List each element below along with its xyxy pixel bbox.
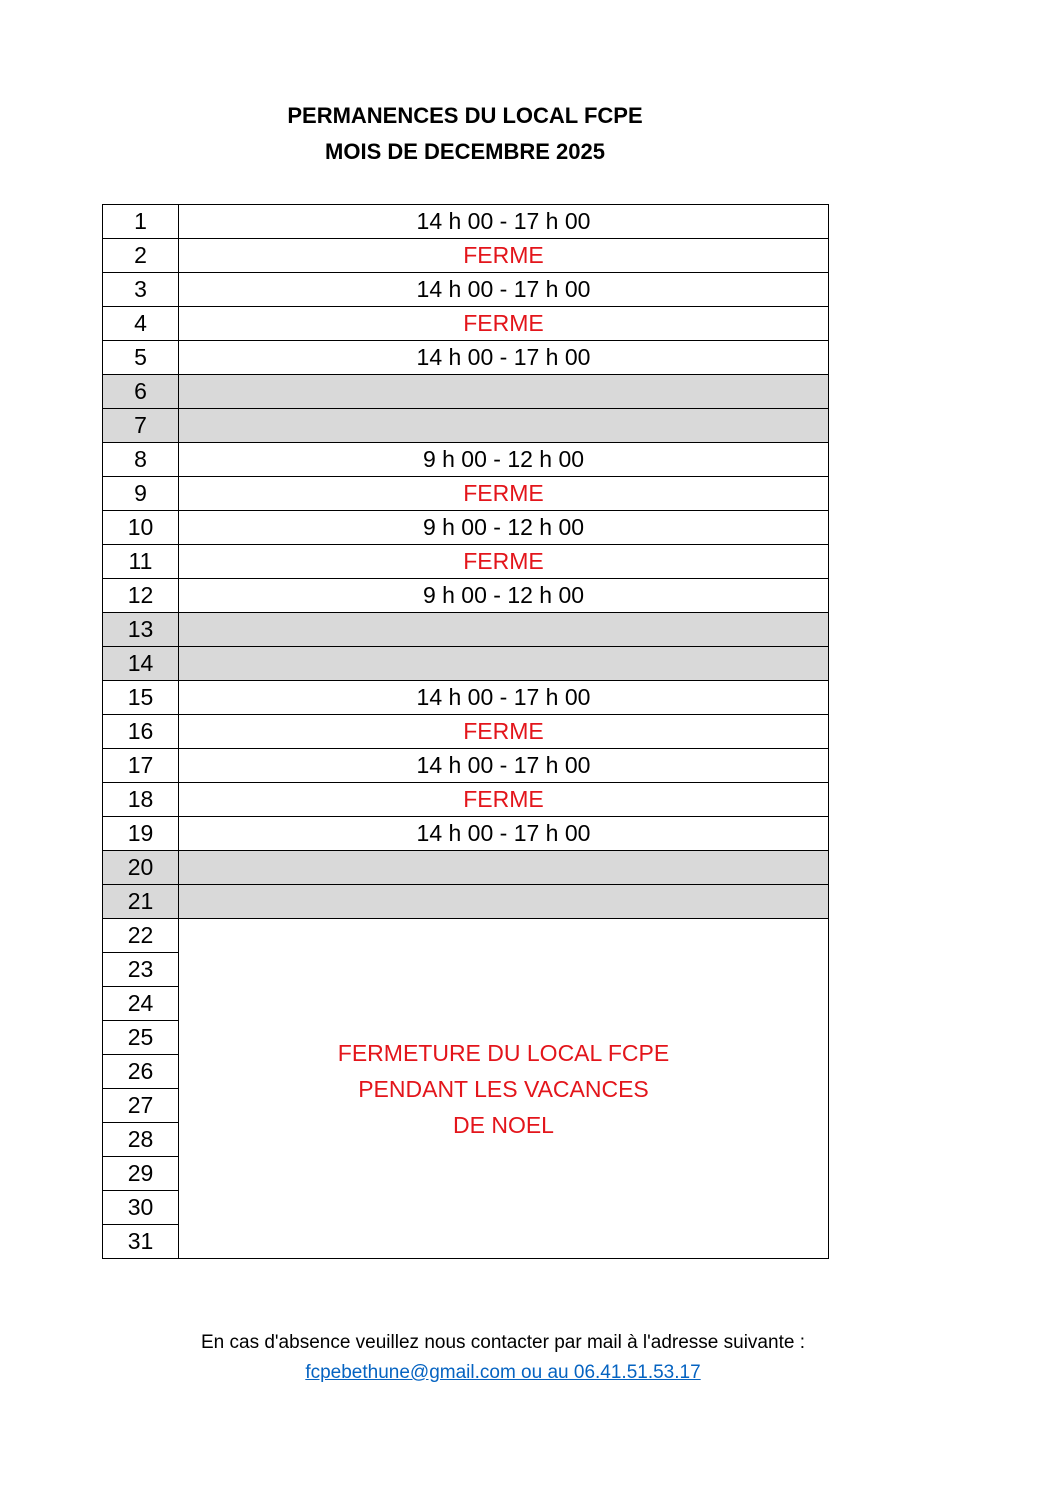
day-number: 29 [103, 1157, 179, 1191]
table-row [103, 273, 829, 307]
table-row [103, 579, 829, 613]
table-row [103, 851, 829, 885]
table-row [103, 715, 829, 749]
table-row [103, 409, 829, 443]
day-number: 2 [103, 239, 179, 273]
time-slot: 14 h 00 - 17 h 00 [179, 817, 829, 851]
time-slot [179, 375, 829, 409]
time-slot: 9 h 00 - 12 h 00 [179, 511, 829, 545]
table-row [103, 511, 829, 545]
time-slot [179, 885, 829, 919]
table-row [103, 375, 829, 409]
contact-text: En cas d'absence veuillez nous contacter par mail à l'adresse suivante : [201, 1332, 805, 1353]
time-slot: 9 h 00 - 12 h 00 [179, 579, 829, 613]
time-slot: FERME [179, 307, 829, 341]
day-number: 12 [103, 579, 179, 613]
contact-link[interactable]: fcpebethune@gmail.com ou au 06.41.51.53.17 [305, 1362, 701, 1383]
time-slot: 9 h 00 - 12 h 00 [179, 443, 829, 477]
day-number: 5 [103, 341, 179, 375]
day-number: 1 [103, 205, 179, 239]
table-row [103, 477, 829, 511]
day-number: 6 [103, 375, 179, 409]
day-number: 26 [103, 1055, 179, 1089]
table-row [103, 817, 829, 851]
table-row [103, 341, 829, 375]
day-number: 30 [103, 1191, 179, 1225]
day-number: 22 [103, 919, 179, 953]
day-number: 20 [103, 851, 179, 885]
day-number: 21 [103, 885, 179, 919]
time-slot: FERME [179, 477, 829, 511]
page-subtitle: MOIS DE DECEMBRE 2025 [325, 139, 605, 164]
holiday-notice-line2: PENDANT LES VACANCES [358, 1075, 649, 1102]
holiday-closure-notice [179, 919, 829, 1259]
day-number: 19 [103, 817, 179, 851]
day-number: 25 [103, 1021, 179, 1055]
table-row [103, 919, 829, 953]
day-number: 10 [103, 511, 179, 545]
holiday-notice-line1: FERMETURE DU LOCAL FCPE [337, 1039, 670, 1066]
time-slot [179, 613, 829, 647]
time-slot: FERME [179, 783, 829, 817]
table-row [103, 205, 829, 239]
page-title: PERMANENCES DU LOCAL FCPE [287, 103, 643, 128]
table-row [103, 749, 829, 783]
table-row [103, 443, 829, 477]
table-row [103, 307, 829, 341]
day-number: 18 [103, 783, 179, 817]
day-number: 7 [103, 409, 179, 443]
day-number: 24 [103, 987, 179, 1021]
time-slot [179, 409, 829, 443]
day-number: 11 [103, 545, 179, 579]
day-number: 31 [103, 1225, 179, 1259]
time-slot [179, 851, 829, 885]
day-number: 4 [103, 307, 179, 341]
day-number: 13 [103, 613, 179, 647]
table-row [103, 545, 829, 579]
time-slot: FERME [179, 715, 829, 749]
day-number: 8 [103, 443, 179, 477]
table-row [103, 613, 829, 647]
day-number: 3 [103, 273, 179, 307]
holiday-notice-line3: DE NOEL [453, 1111, 554, 1138]
day-number: 16 [103, 715, 179, 749]
table-row [103, 885, 829, 919]
time-slot: 14 h 00 - 17 h 00 [179, 205, 829, 239]
time-slot: 14 h 00 - 17 h 00 [179, 273, 829, 307]
day-number: 28 [103, 1123, 179, 1157]
day-number: 17 [103, 749, 179, 783]
table-row [103, 681, 829, 715]
table-row [103, 783, 829, 817]
time-slot: FERME [179, 545, 829, 579]
time-slot: FERME [179, 239, 829, 273]
table-row [103, 647, 829, 681]
day-number: 23 [103, 953, 179, 987]
time-slot: 14 h 00 - 17 h 00 [179, 681, 829, 715]
time-slot: 14 h 00 - 17 h 00 [179, 749, 829, 783]
day-number: 9 [103, 477, 179, 511]
time-slot [179, 647, 829, 681]
time-slot: 14 h 00 - 17 h 00 [179, 341, 829, 375]
schedule-table [102, 204, 829, 1259]
day-number: 15 [103, 681, 179, 715]
day-number: 27 [103, 1089, 179, 1123]
day-number: 14 [103, 647, 179, 681]
table-row [103, 239, 829, 273]
